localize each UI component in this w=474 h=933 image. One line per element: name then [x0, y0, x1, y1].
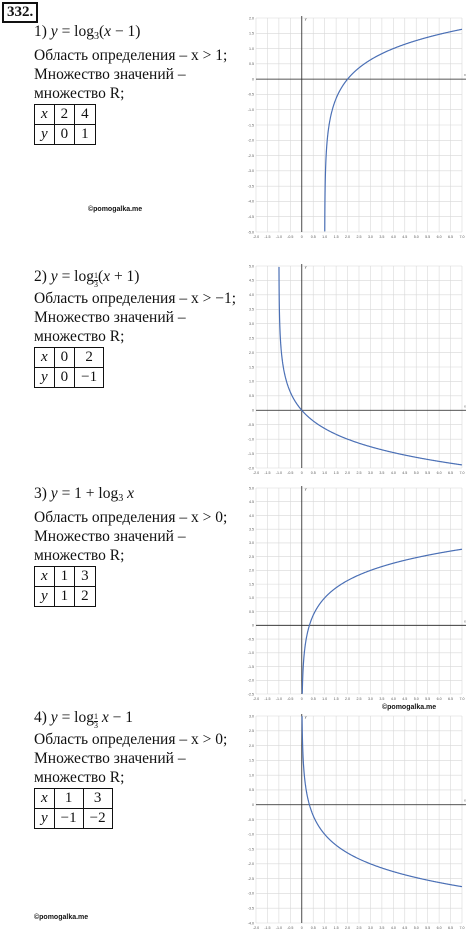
- x-tick-label: 4.5: [402, 926, 408, 930]
- y-tick-label: -0.5: [247, 92, 254, 97]
- x-tick-label: 1.0: [322, 697, 328, 701]
- x-tick-label: -1.5: [264, 926, 271, 930]
- x-tick-label: -1.0: [275, 926, 282, 930]
- x-tick-label: -1.5: [264, 697, 271, 701]
- x-tick-label: 4.5: [402, 471, 408, 475]
- x-tick-label: 3.0: [367, 697, 373, 701]
- y-axis-label: y: [304, 265, 307, 269]
- problem-3-range-line2: множество R;: [34, 547, 125, 564]
- table-cell: 1: [54, 567, 75, 587]
- y-tick-label: -2.5: [247, 692, 254, 697]
- x-tick-label: 3.5: [379, 926, 385, 930]
- table-cell: −1: [75, 368, 104, 388]
- problem-number: 332.: [2, 2, 38, 23]
- y-tick-label: -2.0: [247, 138, 254, 143]
- problem-4-range-line1: Множество значений –: [34, 750, 186, 767]
- x-tick-label: 4.0: [390, 471, 396, 475]
- y-tick-label: 1.5: [249, 31, 254, 36]
- y-tick-label: 0: [252, 623, 254, 628]
- y-tick-label: 0.5: [249, 62, 254, 67]
- problem-4-value-table: [34, 788, 113, 829]
- x-axis-label: x: [464, 73, 466, 78]
- table-cell: 1: [54, 587, 75, 607]
- x-tick-label: -2.0: [252, 235, 260, 239]
- y-tick-label: -3.0: [247, 891, 254, 896]
- table-cell: 4: [75, 105, 96, 125]
- x-tick-label: -1.0: [275, 235, 282, 239]
- y-tick-label: -1.0: [247, 437, 254, 442]
- x-tick-label: 5.5: [425, 697, 431, 701]
- table-label-x: x: [35, 105, 55, 125]
- x-tick-label: 2.5: [356, 697, 362, 701]
- y-tick-label: 1.0: [249, 596, 254, 601]
- x-tick-label: 7.0: [459, 697, 465, 701]
- problem-1: [34, 22, 239, 145]
- table-label-y: y: [35, 125, 55, 145]
- y-tick-label: 2.0: [249, 350, 254, 355]
- table-cell: 3: [75, 567, 96, 587]
- y-tick-label: 2.5: [249, 554, 254, 559]
- x-tick-label: 0: [300, 926, 303, 930]
- problem-3: [34, 484, 239, 607]
- problem-4-domain: Область определения – x > 0;: [34, 731, 228, 748]
- x-tick-label: -1.0: [275, 697, 282, 701]
- problem-2-domain: Область определения – x > −1;: [34, 290, 237, 307]
- x-tick-label: 0.5: [310, 471, 316, 475]
- x-tick-label: 6.0: [436, 471, 442, 475]
- x-tick-label: 7.0: [459, 926, 465, 930]
- x-tick-label: 6.0: [436, 697, 442, 701]
- y-tick-label: -1.5: [247, 664, 254, 669]
- problem-3-formula: 3) $y = 1 + \log_3 x$: [34, 485, 134, 504]
- table-cell: 1: [75, 125, 96, 145]
- y-tick-label: -5.0: [247, 230, 254, 235]
- y-tick-label: 0.5: [249, 394, 254, 399]
- table-cell: 3: [83, 789, 112, 809]
- x-tick-label: 6.0: [436, 235, 442, 239]
- table-cell: −1: [54, 809, 83, 829]
- x-tick-label: 2.0: [345, 697, 351, 701]
- x-tick-label: 5.5: [425, 926, 431, 930]
- x-tick-label: 1.0: [322, 235, 328, 239]
- y-tick-label: 1.5: [249, 758, 254, 763]
- x-tick-label: 6.5: [448, 697, 454, 701]
- x-tick-label: 3.5: [379, 697, 385, 701]
- y-tick-label: -2.5: [247, 153, 254, 158]
- x-tick-label: -0.5: [287, 697, 294, 701]
- y-tick-label: -1.0: [247, 108, 254, 113]
- y-tick-label: -1.5: [247, 123, 254, 128]
- table-cell: 2: [75, 348, 104, 368]
- y-tick-label: 2.0: [249, 16, 254, 21]
- x-tick-label: 0.5: [310, 235, 316, 239]
- x-tick-label: -0.5: [287, 235, 294, 239]
- x-tick-label: -2.0: [252, 697, 260, 701]
- table-label-x: x: [35, 348, 55, 368]
- problem-2-formula: 2) y = log $\frac{1}{3}$ (x + 1): [34, 268, 140, 289]
- y-tick-label: 5.0: [249, 486, 254, 491]
- y-tick-label: 0.5: [249, 609, 254, 614]
- problem-1-range-line1: Множество значений –: [34, 66, 186, 83]
- y-tick-label: -4.0: [247, 921, 254, 926]
- watermark: ©pomogalka.me: [88, 206, 143, 213]
- table-label-y: y: [35, 587, 55, 607]
- y-tick-label: 4.0: [249, 293, 254, 298]
- y-tick-label: -4.0: [247, 199, 254, 204]
- watermark: ©pomogalka.me: [34, 914, 89, 921]
- y-tick-label: 3.5: [249, 307, 254, 312]
- table-label-x: x: [35, 789, 55, 809]
- y-tick-label: -0.5: [247, 637, 254, 642]
- x-tick-label: 2.5: [356, 235, 362, 239]
- problem-1-value-table: [34, 104, 96, 145]
- table-cell: 1: [54, 789, 83, 809]
- y-tick-label: 1.5: [249, 365, 254, 370]
- x-tick-label: 5.5: [425, 471, 431, 475]
- problem-4-range-line2: множество R;: [34, 769, 125, 786]
- table-label-y: y: [35, 368, 55, 388]
- x-tick-label: 3.0: [367, 471, 373, 475]
- graph-4: [240, 710, 470, 933]
- table-cell: −2: [83, 809, 112, 829]
- x-tick-label: 3.0: [367, 235, 373, 239]
- y-tick-label: 0: [252, 803, 254, 808]
- y-tick-label: 1.0: [249, 379, 254, 384]
- y-tick-label: -2.0: [247, 862, 254, 867]
- graph-1: [240, 12, 470, 242]
- y-tick-label: 4.5: [249, 278, 254, 283]
- x-tick-label: 7.0: [459, 235, 465, 239]
- y-tick-label: 1.5: [249, 582, 254, 587]
- y-tick-label: -2.5: [247, 876, 254, 881]
- x-tick-label: -1.5: [264, 471, 271, 475]
- y-tick-label: -3.5: [247, 906, 254, 911]
- x-tick-label: 1.0: [322, 471, 328, 475]
- y-axis-label: y: [304, 715, 307, 719]
- problem-2-range-line1: Множество значений –: [34, 309, 186, 326]
- x-tick-label: 2.0: [345, 235, 351, 239]
- y-tick-label: 3.0: [249, 541, 254, 546]
- x-tick-label: 2.0: [345, 926, 351, 930]
- x-tick-label: 7.0: [459, 471, 465, 475]
- y-tick-label: 3.0: [249, 714, 254, 719]
- y-tick-label: -1.5: [247, 451, 254, 456]
- x-tick-label: 5.5: [425, 235, 431, 239]
- problem-2: [34, 267, 239, 388]
- table-cell: 2: [75, 587, 96, 607]
- y-tick-label: 1.0: [249, 46, 254, 51]
- x-tick-label: 0: [300, 235, 303, 239]
- x-tick-label: 6.5: [448, 235, 454, 239]
- x-tick-label: 1.5: [333, 926, 339, 930]
- y-tick-label: 0.5: [249, 788, 254, 793]
- y-tick-label: 2.5: [249, 336, 254, 341]
- y-axis-label: y: [304, 17, 307, 21]
- problem-2-value-table: [34, 347, 104, 388]
- x-tick-label: 2.5: [356, 471, 362, 475]
- x-axis-label: x: [464, 619, 466, 624]
- y-axis-label: y: [304, 487, 307, 491]
- y-tick-label: -1.5: [247, 847, 254, 852]
- y-tick-label: -0.5: [247, 817, 254, 822]
- x-tick-label: 4.0: [390, 235, 396, 239]
- x-tick-label: 0.5: [310, 926, 316, 930]
- y-tick-label: -2.0: [247, 678, 254, 683]
- x-tick-label: -1.5: [264, 235, 271, 239]
- graph-3: [240, 482, 470, 704]
- table-label-x: x: [35, 567, 55, 587]
- y-tick-label: -2.0: [247, 466, 254, 471]
- x-tick-label: 6.0: [436, 926, 442, 930]
- problem-1-formula: 1) $y = \log_3(x - 1)$: [34, 23, 141, 42]
- x-tick-label: 4.5: [402, 235, 408, 239]
- x-tick-label: 5.0: [413, 926, 419, 930]
- x-tick-label: 0.5: [310, 697, 316, 701]
- x-tick-label: 5.0: [413, 697, 419, 701]
- x-tick-label: 3.0: [367, 926, 373, 930]
- problem-4: [34, 708, 239, 829]
- y-tick-label: 2.0: [249, 743, 254, 748]
- x-tick-label: 4.0: [390, 697, 396, 701]
- table-cell: 2: [54, 105, 75, 125]
- x-tick-label: 3.5: [379, 235, 385, 239]
- y-tick-label: 4.0: [249, 513, 254, 518]
- y-tick-label: 5.0: [249, 264, 254, 269]
- y-tick-label: 2.5: [249, 729, 254, 734]
- problem-1-domain: Область определения – x > 1;: [34, 47, 228, 64]
- x-tick-label: 0: [300, 471, 303, 475]
- problem-4-formula: 4) y = log $\frac{1}{3}$ x − 1: [34, 709, 134, 730]
- y-tick-label: 3.0: [249, 322, 254, 327]
- y-tick-label: -1.0: [247, 832, 254, 837]
- table-cell: 0: [54, 368, 75, 388]
- y-tick-label: 2.0: [249, 568, 254, 573]
- y-tick-label: -4.5: [247, 215, 254, 220]
- y-tick-label: 0: [252, 77, 254, 82]
- x-tick-label: 1.5: [333, 697, 339, 701]
- table-cell: 0: [54, 348, 75, 368]
- watermark: ©pomogalka.me: [382, 704, 437, 711]
- x-axis-label: x: [464, 798, 466, 803]
- x-tick-label: 5.0: [413, 471, 419, 475]
- problem-3-range-line1: Множество значений –: [34, 528, 186, 545]
- problem-2-range-line2: множество R;: [34, 328, 125, 345]
- problem-3-domain: Область определения – x > 0;: [34, 509, 228, 526]
- x-tick-label: 2.0: [345, 471, 351, 475]
- x-tick-label: 0: [300, 697, 303, 701]
- graph-2: [240, 260, 470, 478]
- x-tick-label: 4.0: [390, 926, 396, 930]
- x-tick-label: -1.0: [275, 471, 282, 475]
- x-tick-label: -2.0: [252, 926, 260, 930]
- problem-3-value-table: [34, 566, 96, 607]
- x-tick-label: 6.5: [448, 926, 454, 930]
- y-tick-label: -0.5: [247, 423, 254, 428]
- x-tick-label: -2.0: [252, 471, 260, 475]
- x-tick-label: -0.5: [287, 926, 294, 930]
- y-tick-label: -1.0: [247, 651, 254, 656]
- x-tick-label: 1.5: [333, 471, 339, 475]
- y-tick-label: -3.0: [247, 169, 254, 174]
- x-tick-label: 2.5: [356, 926, 362, 930]
- x-tick-label: -0.5: [287, 471, 294, 475]
- x-axis-label: x: [464, 404, 466, 409]
- x-tick-label: 4.5: [402, 697, 408, 701]
- y-tick-label: 1.0: [249, 773, 254, 778]
- x-tick-label: 3.5: [379, 471, 385, 475]
- x-tick-label: 1.5: [333, 235, 339, 239]
- x-tick-label: 5.0: [413, 235, 419, 239]
- y-tick-label: 0: [252, 408, 254, 413]
- y-tick-label: -3.5: [247, 184, 254, 189]
- x-tick-label: 6.5: [448, 471, 454, 475]
- y-tick-label: 4.5: [249, 500, 254, 505]
- y-tick-label: 3.5: [249, 527, 254, 532]
- x-tick-label: 1.0: [322, 926, 328, 930]
- problem-1-range-line2: множество R;: [34, 85, 125, 102]
- table-label-y: y: [35, 809, 55, 829]
- table-cell: 0: [54, 125, 75, 145]
